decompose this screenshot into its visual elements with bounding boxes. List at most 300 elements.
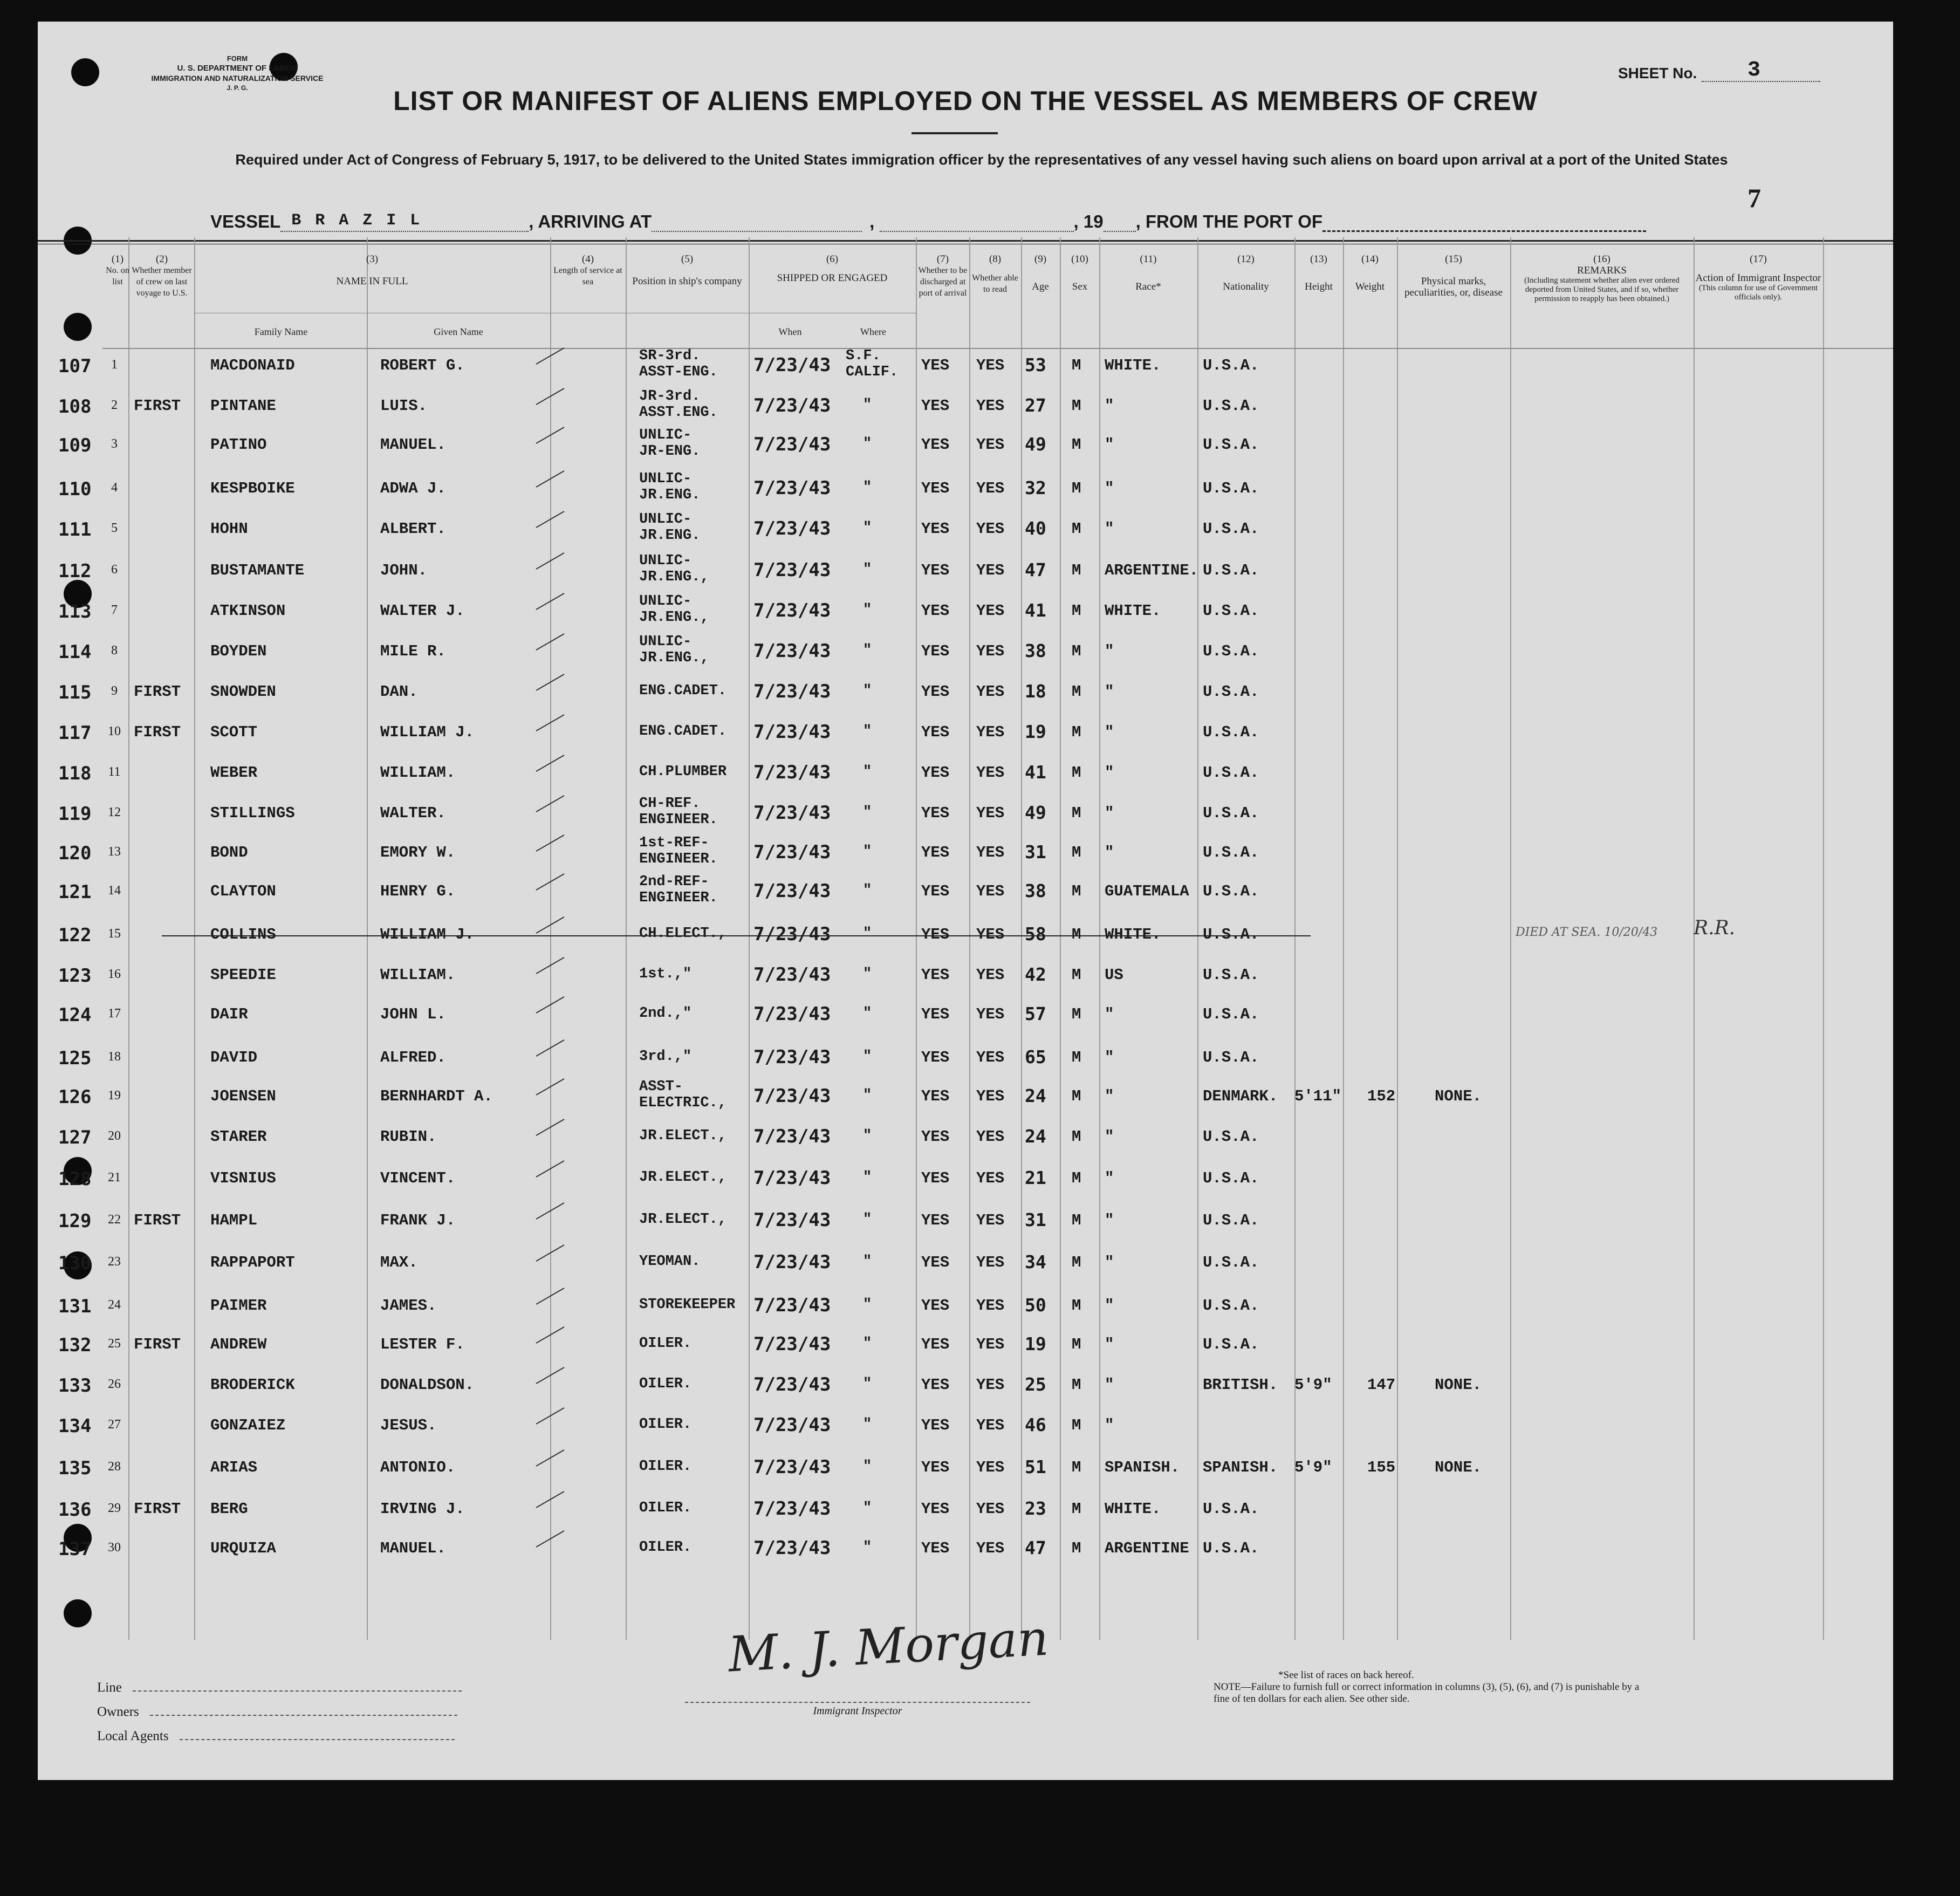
family-name: STILLINGS bbox=[210, 804, 295, 822]
family-name: COLLINS bbox=[210, 926, 276, 943]
shipped-when: 7/23/43 bbox=[753, 1498, 831, 1519]
discharged: YES bbox=[921, 1336, 950, 1353]
able-to-read: YES bbox=[976, 966, 1005, 984]
col2-header: (2) Whether member of crew on last voyage to U.S. bbox=[132, 254, 192, 298]
race: WHITE. bbox=[1105, 1500, 1161, 1518]
race: " bbox=[1105, 520, 1114, 538]
position-line: STOREKEEPER bbox=[639, 1297, 736, 1313]
shipped-when: 7/23/43 bbox=[753, 1456, 831, 1478]
vessel-label: VESSEL bbox=[210, 211, 281, 231]
shipped-when: 7/23/43 bbox=[753, 1085, 831, 1107]
shipped-where bbox=[863, 1416, 872, 1433]
shipped-when: 7/23/43 bbox=[753, 880, 831, 902]
hand-number: 128 bbox=[58, 1168, 92, 1190]
nationality: U.S.A. bbox=[1203, 1336, 1259, 1353]
shipped-where bbox=[863, 1376, 872, 1392]
list-number: 16 bbox=[108, 967, 121, 981]
position-line: 2nd.," bbox=[639, 1005, 692, 1022]
discharged: YES bbox=[921, 1539, 950, 1557]
printer-label: J. P. G. bbox=[227, 84, 248, 92]
position-line: UNLIC- bbox=[639, 511, 692, 528]
list-number: 18 bbox=[108, 1050, 121, 1064]
position-line: ENGINEER. bbox=[639, 890, 718, 906]
where-line: " bbox=[863, 480, 872, 496]
race: " bbox=[1105, 723, 1114, 741]
col3-header: (3) NAME IN FULL bbox=[336, 254, 408, 287]
position bbox=[639, 764, 727, 780]
check-mark bbox=[536, 633, 565, 651]
age: 19 bbox=[1025, 721, 1046, 742]
position-line: JR.ELECT., bbox=[639, 1128, 727, 1144]
list-number: 7 bbox=[111, 603, 118, 617]
position-line: ELECTRIC., bbox=[639, 1095, 727, 1111]
position bbox=[639, 683, 727, 699]
sex: M bbox=[1072, 804, 1081, 822]
discharged: YES bbox=[921, 966, 950, 984]
race: " bbox=[1105, 1049, 1114, 1066]
discharged: YES bbox=[921, 1128, 950, 1146]
race: " bbox=[1105, 1169, 1114, 1187]
position-line: JR.ENG., bbox=[639, 610, 709, 626]
age: 31 bbox=[1025, 841, 1046, 863]
hand-number: 122 bbox=[58, 925, 92, 946]
discharged: YES bbox=[921, 1005, 950, 1023]
position bbox=[639, 471, 700, 503]
race: SPANISH. bbox=[1105, 1459, 1180, 1476]
shipped-where bbox=[863, 764, 872, 780]
list-number: 28 bbox=[108, 1460, 121, 1474]
position-line: JR-ENG. bbox=[639, 443, 701, 460]
age: 42 bbox=[1025, 964, 1046, 985]
hand-number: 120 bbox=[58, 843, 92, 864]
list-number: 5 bbox=[111, 521, 118, 535]
hand-number: 134 bbox=[58, 1415, 92, 1437]
list-number: 8 bbox=[111, 644, 118, 658]
able-to-read: YES bbox=[976, 1336, 1005, 1353]
where-line: " bbox=[863, 966, 872, 982]
where-line: " bbox=[863, 1500, 872, 1516]
list-number: 29 bbox=[108, 1501, 121, 1515]
given-name: JAMES. bbox=[380, 1297, 437, 1315]
list-number: 15 bbox=[108, 927, 121, 941]
hand-number: 115 bbox=[58, 682, 92, 703]
weight: 155 bbox=[1367, 1459, 1396, 1476]
sex: M bbox=[1072, 1416, 1081, 1434]
able-to-read: YES bbox=[976, 562, 1005, 579]
table-row bbox=[38, 348, 1893, 386]
given-name: ANTONIO. bbox=[380, 1459, 456, 1476]
where-line: " bbox=[863, 1005, 872, 1022]
col7-header: (7) Whether to be discharged at port of arrival bbox=[918, 254, 968, 298]
race: " bbox=[1105, 480, 1114, 497]
discharged: YES bbox=[921, 357, 950, 374]
nationality: U.S.A. bbox=[1203, 642, 1259, 660]
age: 41 bbox=[1025, 600, 1046, 621]
where-line: " bbox=[863, 1128, 872, 1144]
position bbox=[639, 553, 709, 585]
height: 5'9" bbox=[1294, 1459, 1332, 1476]
hand-number: 129 bbox=[58, 1210, 92, 1232]
shipped-where bbox=[863, 602, 872, 618]
vessel-line: VESSEL B R A Z I L , ARRIVING AT , , 19 , FROM THE PORT OF bbox=[210, 211, 1646, 232]
given-name: ALBERT. bbox=[380, 520, 446, 538]
position bbox=[639, 874, 718, 906]
physical-marks: NONE. bbox=[1435, 1459, 1482, 1476]
shipped-when: 7/23/43 bbox=[753, 1295, 831, 1316]
family-name: JOENSEN bbox=[210, 1087, 276, 1105]
discharged: YES bbox=[921, 1049, 950, 1066]
race: " bbox=[1105, 1297, 1114, 1315]
shipped-when: 7/23/43 bbox=[753, 681, 831, 702]
footnote bbox=[1214, 1669, 1656, 1705]
position bbox=[639, 1128, 727, 1144]
shipped-where bbox=[863, 397, 872, 413]
sex: M bbox=[1072, 1211, 1081, 1229]
discharged: YES bbox=[921, 926, 950, 943]
discharged: YES bbox=[921, 397, 950, 415]
inspector-signature: M. J. Morgan bbox=[727, 1610, 1050, 1683]
discharged: YES bbox=[921, 844, 950, 861]
from-port-label: , FROM THE PORT OF bbox=[1135, 211, 1323, 231]
strike-through bbox=[162, 935, 1311, 936]
hand-number: 131 bbox=[58, 1296, 92, 1317]
able-to-read: YES bbox=[976, 357, 1005, 374]
col6-header: (6) SHIPPED OR ENGAGED bbox=[777, 254, 888, 284]
able-to-read: YES bbox=[976, 1500, 1005, 1518]
statutory-requirement: Required under Act of Congress of February 5, 1917, to be delivered to the United States immigration officer by the representatives of any vessel having such aliens on board upon arrival at a port of the United States bbox=[235, 152, 1728, 168]
department-label: U. S. DEPARTMENT OF LABOR bbox=[177, 64, 298, 73]
owners-field bbox=[97, 1705, 457, 1720]
nationality: U.S.A. bbox=[1203, 1211, 1259, 1229]
sex: M bbox=[1072, 926, 1081, 943]
table-row bbox=[38, 1203, 1893, 1241]
sex: M bbox=[1072, 520, 1081, 538]
check-mark bbox=[536, 1491, 565, 1508]
col1-header: (1) No. on list bbox=[106, 254, 129, 286]
check-mark bbox=[536, 795, 565, 812]
family-name-header: Family Name bbox=[254, 326, 308, 337]
race: " bbox=[1105, 436, 1114, 454]
nationality: U.S.A. bbox=[1203, 723, 1259, 741]
given-name-header: Given Name bbox=[434, 326, 483, 337]
check-mark bbox=[536, 1367, 565, 1384]
age: 38 bbox=[1025, 640, 1046, 661]
line-field bbox=[97, 1680, 462, 1695]
shipped-where bbox=[863, 1254, 872, 1270]
nationality: U.S.A. bbox=[1203, 1539, 1259, 1557]
list-number: 20 bbox=[108, 1129, 121, 1143]
when-header: When bbox=[778, 326, 802, 337]
list-number: 11 bbox=[108, 765, 121, 779]
races-note: *See list of races on back hereof. bbox=[1278, 1669, 1414, 1681]
col12-header: (12) Nationality bbox=[1223, 254, 1269, 292]
hand-number: 114 bbox=[58, 641, 92, 663]
able-to-read: YES bbox=[976, 436, 1005, 454]
from-port-field bbox=[1322, 215, 1646, 232]
given-name: WALTER. bbox=[380, 804, 446, 822]
shipped-when: 7/23/43 bbox=[753, 1003, 831, 1025]
nationality: U.S.A. bbox=[1203, 683, 1259, 701]
given-name: WILLIAM. bbox=[380, 966, 456, 984]
given-name: LESTER F. bbox=[380, 1336, 465, 1353]
position bbox=[639, 1079, 727, 1111]
position bbox=[639, 593, 709, 626]
age: 27 bbox=[1025, 395, 1046, 416]
sex: M bbox=[1072, 397, 1081, 415]
where-line: " bbox=[863, 1297, 872, 1313]
family-name: SPEEDIE bbox=[210, 966, 276, 984]
given-name: MANUEL. bbox=[380, 1539, 446, 1557]
position-line: YEOMAN. bbox=[639, 1254, 701, 1270]
nationality: U.S.A. bbox=[1203, 1169, 1259, 1187]
able-to-read: YES bbox=[976, 723, 1005, 741]
discharged: YES bbox=[921, 602, 950, 620]
shipped-where bbox=[863, 1087, 872, 1104]
where-line: " bbox=[863, 926, 872, 942]
hand-number: 135 bbox=[58, 1457, 92, 1479]
position-line: ENG.CADET. bbox=[639, 683, 727, 699]
race: " bbox=[1105, 1254, 1114, 1271]
position-line: OILER. bbox=[639, 1416, 692, 1433]
able-to-read: YES bbox=[976, 1297, 1005, 1315]
sheet-number-line bbox=[1702, 81, 1820, 82]
where-line: " bbox=[863, 1376, 872, 1392]
position-line: OILER. bbox=[639, 1500, 692, 1516]
position-line: JR.ENG., bbox=[639, 569, 709, 585]
able-to-read: YES bbox=[976, 602, 1005, 620]
position bbox=[639, 1211, 727, 1228]
where-line: " bbox=[863, 723, 872, 740]
punch-hole bbox=[71, 58, 99, 86]
nationality: U.S.A. bbox=[1203, 1500, 1259, 1518]
age: 49 bbox=[1025, 434, 1046, 455]
table-row bbox=[38, 427, 1893, 465]
table-row bbox=[38, 1040, 1893, 1078]
position-line: OILER. bbox=[639, 1376, 692, 1392]
position bbox=[639, 1500, 691, 1516]
race: " bbox=[1105, 844, 1114, 861]
nationality: BRITISH. bbox=[1203, 1376, 1278, 1394]
list-number: 25 bbox=[108, 1337, 121, 1351]
form-label: FORM bbox=[227, 54, 248, 63]
able-to-read: YES bbox=[976, 1128, 1005, 1146]
sex: M bbox=[1072, 1539, 1081, 1557]
position-line: 3rd.," bbox=[639, 1049, 692, 1065]
check-mark bbox=[536, 1202, 565, 1220]
able-to-read: YES bbox=[976, 1211, 1005, 1229]
shipped-when: 7/23/43 bbox=[753, 1414, 831, 1436]
check-mark bbox=[536, 1326, 565, 1344]
header-rule bbox=[38, 240, 1893, 242]
punch-hole bbox=[64, 1599, 92, 1627]
position-line: OILER. bbox=[639, 1459, 692, 1475]
col4-header: (4) Length of service at sea bbox=[553, 254, 622, 286]
family-name: HOHN bbox=[210, 520, 248, 538]
discharged: YES bbox=[921, 882, 950, 900]
shipped-where bbox=[863, 642, 872, 659]
position bbox=[639, 1459, 691, 1475]
hand-number: 130 bbox=[58, 1252, 92, 1274]
discharged: YES bbox=[921, 1459, 950, 1476]
shipped-when: 7/23/43 bbox=[753, 1209, 831, 1231]
handwritten-mark: 7 bbox=[1747, 183, 1761, 213]
table-row bbox=[38, 1367, 1893, 1405]
check-mark bbox=[536, 755, 565, 772]
shipped-when: 7/23/43 bbox=[753, 762, 831, 783]
col8-header: (8) Whether able to read bbox=[972, 254, 1018, 294]
discharged: YES bbox=[921, 562, 950, 579]
table-row bbox=[38, 1079, 1893, 1117]
sex: M bbox=[1072, 1254, 1081, 1271]
shipped-where bbox=[863, 1128, 872, 1144]
check-mark bbox=[536, 388, 565, 405]
col14-header: (14) Weight bbox=[1355, 254, 1385, 292]
family-name: CLAYTON bbox=[210, 882, 276, 900]
check-mark bbox=[536, 674, 565, 691]
last-voyage: FIRST bbox=[134, 1336, 181, 1353]
shipped-when: 7/23/43 bbox=[753, 1537, 831, 1559]
given-name: WILLIAM J. bbox=[380, 723, 475, 741]
position-line: 1st-REF- bbox=[639, 835, 709, 851]
shipped-where bbox=[863, 723, 872, 740]
where-line: " bbox=[863, 1539, 872, 1556]
height: 5'9" bbox=[1294, 1376, 1332, 1394]
given-name: JESUS. bbox=[380, 1416, 437, 1434]
able-to-read: YES bbox=[976, 1539, 1005, 1557]
given-name: ALFRED. bbox=[380, 1049, 446, 1066]
table-row bbox=[38, 511, 1893, 549]
agents-label: Local Agents bbox=[97, 1729, 169, 1743]
family-name: DAVID bbox=[210, 1049, 258, 1066]
col11-header: (11) Race* bbox=[1135, 254, 1161, 292]
sex: M bbox=[1072, 764, 1081, 782]
age: 25 bbox=[1025, 1374, 1046, 1395]
race: US bbox=[1105, 966, 1123, 984]
list-number: 17 bbox=[108, 1007, 121, 1021]
position-line: ENG.CADET. bbox=[639, 723, 727, 740]
shipped-when: 7/23/43 bbox=[753, 1374, 831, 1395]
position bbox=[639, 511, 700, 544]
table-row bbox=[38, 553, 1893, 591]
able-to-read: YES bbox=[976, 1087, 1005, 1105]
able-to-read: YES bbox=[976, 397, 1005, 415]
table-row bbox=[38, 796, 1893, 833]
position-line: JR.ENG. bbox=[639, 487, 701, 503]
position bbox=[639, 723, 727, 740]
sex: M bbox=[1072, 1459, 1081, 1476]
discharged: YES bbox=[921, 1500, 950, 1518]
given-name: BERNHARDT A. bbox=[380, 1087, 493, 1105]
discharged: YES bbox=[921, 1211, 950, 1229]
nationality: U.S.A. bbox=[1203, 436, 1259, 454]
hand-number: 119 bbox=[58, 803, 92, 825]
hand-number: 127 bbox=[58, 1127, 92, 1148]
position-line: UNLIC- bbox=[639, 593, 692, 610]
where-line: S.F. bbox=[846, 348, 881, 364]
race: WHITE. bbox=[1105, 602, 1161, 620]
position-line: ASST.ENG. bbox=[639, 405, 718, 421]
sex: M bbox=[1072, 966, 1081, 984]
hand-number: 132 bbox=[58, 1334, 92, 1356]
shipped-when: 7/23/43 bbox=[753, 434, 831, 455]
position bbox=[639, 1254, 700, 1270]
family-name: BOND bbox=[210, 844, 248, 861]
race: " bbox=[1105, 1005, 1114, 1023]
able-to-read: YES bbox=[976, 480, 1005, 497]
race: " bbox=[1105, 1087, 1114, 1105]
list-number: 2 bbox=[111, 398, 118, 412]
physical-marks: NONE. bbox=[1435, 1376, 1482, 1394]
check-mark bbox=[536, 1530, 565, 1548]
shipped-where bbox=[863, 926, 872, 942]
shipped-when: 7/23/43 bbox=[753, 1046, 831, 1068]
shipped-when: 7/23/43 bbox=[753, 923, 831, 945]
service-label: IMMIGRATION AND NATURALIZATION SERVICE bbox=[151, 74, 324, 83]
list-number: 30 bbox=[108, 1541, 121, 1555]
hand-number: 137 bbox=[58, 1538, 92, 1560]
age: 49 bbox=[1025, 802, 1046, 823]
discharged: YES bbox=[921, 642, 950, 660]
age: 65 bbox=[1025, 1046, 1046, 1067]
family-name: BUSTAMANTE bbox=[210, 562, 305, 579]
position bbox=[639, 966, 691, 982]
able-to-read: YES bbox=[976, 804, 1005, 822]
physical-marks: NONE. bbox=[1435, 1087, 1482, 1105]
where-line: " bbox=[863, 436, 872, 452]
vessel-name: B R A Z I L bbox=[291, 211, 422, 230]
list-number: 23 bbox=[108, 1255, 121, 1269]
able-to-read: YES bbox=[976, 764, 1005, 782]
family-name: SCOTT bbox=[210, 723, 258, 741]
position bbox=[639, 796, 718, 828]
shipped-where bbox=[863, 1459, 872, 1475]
nationality: U.S.A. bbox=[1203, 357, 1259, 374]
position-line: ASST-ENG. bbox=[639, 364, 718, 380]
where-line: " bbox=[863, 1459, 872, 1475]
list-number: 24 bbox=[108, 1298, 121, 1312]
sheet-number-value: 3 bbox=[1747, 58, 1761, 83]
age: 31 bbox=[1025, 1209, 1046, 1230]
list-number: 10 bbox=[108, 724, 121, 738]
position-line: OILER. bbox=[639, 1336, 692, 1352]
check-mark bbox=[536, 957, 565, 974]
hand-number: 124 bbox=[58, 1004, 92, 1026]
family-name: PATINO bbox=[210, 436, 267, 454]
sex: M bbox=[1072, 602, 1081, 620]
family-name: PAIMER bbox=[210, 1297, 267, 1315]
position-line: UNLIC- bbox=[639, 427, 692, 443]
table-row bbox=[38, 755, 1893, 793]
sex: M bbox=[1072, 357, 1081, 374]
table-row bbox=[38, 1119, 1893, 1157]
race: " bbox=[1105, 397, 1114, 415]
last-voyage: FIRST bbox=[134, 1211, 181, 1229]
check-mark bbox=[536, 996, 565, 1014]
agents-field bbox=[97, 1729, 455, 1744]
sex: M bbox=[1072, 1169, 1081, 1187]
hand-number: 121 bbox=[58, 881, 92, 903]
able-to-read: YES bbox=[976, 1005, 1005, 1023]
sex: M bbox=[1072, 1128, 1081, 1146]
discharged: YES bbox=[921, 1297, 950, 1315]
nationality: U.S.A. bbox=[1203, 1128, 1259, 1146]
given-name: ADWA J. bbox=[380, 480, 446, 497]
shipped-when: 7/23/43 bbox=[753, 1126, 831, 1147]
sex: M bbox=[1072, 1297, 1081, 1315]
position bbox=[639, 1005, 691, 1022]
sex: M bbox=[1072, 723, 1081, 741]
where-line: " bbox=[863, 642, 872, 659]
